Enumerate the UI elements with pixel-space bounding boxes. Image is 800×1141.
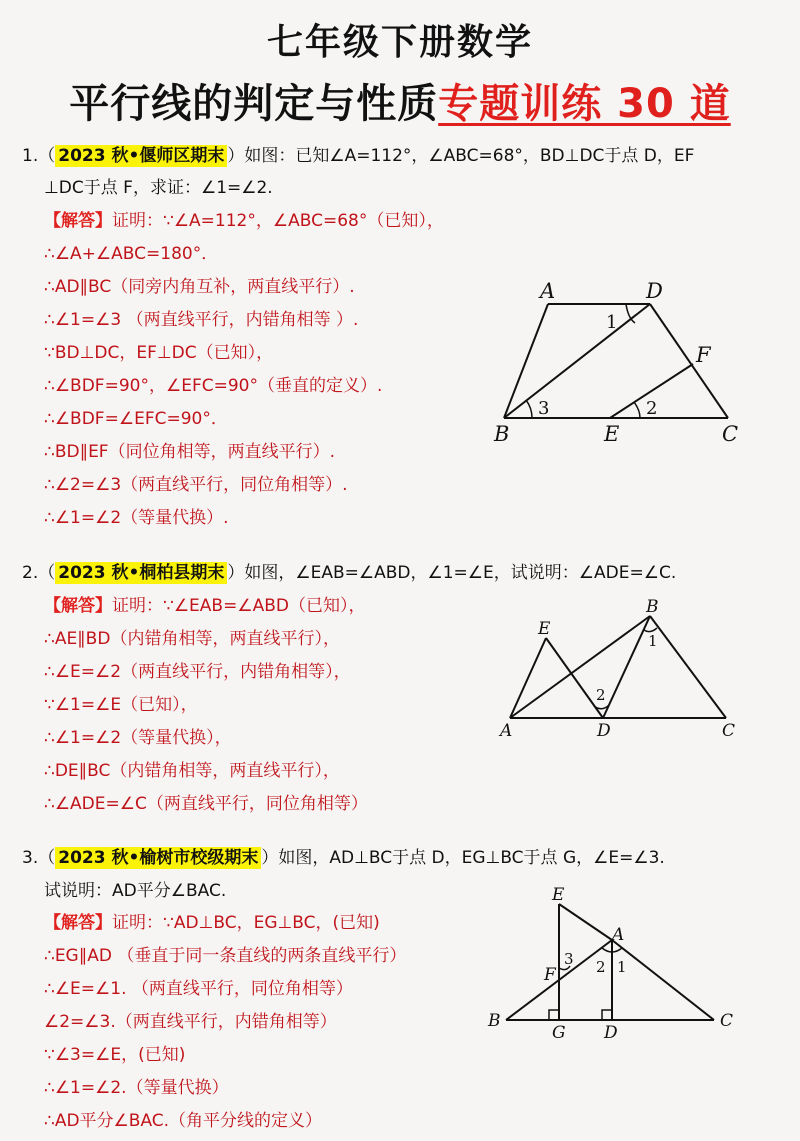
q3-label-E: E	[552, 885, 565, 905]
q3-seg-AC	[612, 940, 714, 1020]
q1-step-3: ∴AD∥BC（同旁内角互补，两直线平行）.	[44, 277, 355, 297]
q1-step-6: ∴∠BDF=90°，∠EFC=90°（垂直的定义）.	[44, 376, 383, 396]
q2-step-7: ∴∠ADE=∠C（两直线平行，同位角相等）	[44, 794, 368, 814]
q1-step-1: 【解答】证明：∵∠A=112°，∠ABC=68°（已知），	[44, 211, 444, 231]
q2-label-E: E	[538, 619, 551, 639]
q2-label-D: D	[597, 721, 611, 741]
q2-step-6: ∴DE∥BC（内错角相等，两直线平行），	[44, 761, 340, 781]
q3-angle-1: 1	[617, 958, 627, 976]
q1-stem-a: ）如图：已知∠A=112°，∠ABC=68°，BD⊥DC于点 D，EF	[227, 146, 695, 166]
q1-label-C: C	[722, 422, 739, 446]
q3-right-angle-D	[602, 1010, 612, 1020]
q1-step-8: ∴BD∥EF（同位角相等，两直线平行）.	[44, 442, 335, 462]
q1-arc-3	[526, 400, 532, 418]
q3-label-D: D	[604, 1023, 618, 1043]
q1-seg-DC	[650, 304, 728, 418]
q1-angle-3: 3	[538, 398, 550, 419]
q3-step-5: ∵∠3=∠E，(已知)	[44, 1045, 186, 1065]
q1-figure	[488, 278, 748, 450]
q1-stem-line2: ⊥DC于点 F，求证：∠1=∠2.	[44, 178, 273, 198]
q2-seg-AB	[510, 616, 650, 718]
q3-step-3: ∴∠E=∠1. （两直线平行，同位角相等）	[44, 979, 353, 999]
q1-answer-tag: 【解答】	[44, 211, 112, 231]
q2-label-B: B	[646, 597, 659, 617]
q1-number: 1.（	[22, 146, 56, 166]
q2-stem	[22, 561, 676, 585]
q3-step-6: ∴∠1=∠2.（等量代换）	[44, 1078, 229, 1098]
q3-label-F: F	[544, 965, 556, 985]
q2-angle-2: 2	[596, 686, 606, 704]
q2-seg-BD	[603, 616, 650, 718]
q2-source-badge: 2023 秋•桐柏县期末	[55, 562, 227, 584]
q3-right-angle-G	[549, 1010, 559, 1020]
q3-figure	[484, 884, 748, 1044]
q2-step-1: 【解答】证明：∵∠EAB=∠ABD（已知），	[44, 596, 366, 616]
q1-step-7: ∴∠BDF=∠EFC=90°．	[44, 409, 228, 429]
q2-figure	[490, 594, 750, 746]
q3-stem-a: ）如图，AD⊥BC于点 D，EG⊥BC于点 G，∠E=∠3.	[261, 848, 665, 868]
q2-label-C: C	[722, 721, 736, 741]
q2-number: 2.（	[22, 563, 56, 583]
page-subtitle	[0, 72, 800, 129]
q1-label-D: D	[646, 279, 663, 303]
q3-label-C: C	[720, 1011, 734, 1031]
q3-step-7: ∴AD平分∠BAC.（角平分线的定义）	[44, 1111, 323, 1131]
q3-stem-line1	[22, 846, 665, 870]
q1-step-9: ∴∠2=∠3（两直线平行，同位角相等）.	[44, 475, 348, 495]
q3-number: 3.（	[22, 848, 56, 868]
q1-label-E: E	[604, 422, 620, 446]
q1-step-10: ∴∠1=∠2（等量代换）.	[44, 508, 229, 528]
q3-label-G: G	[552, 1023, 566, 1043]
q1-step-4: ∴∠1=∠3 （两直线平行，内错角相等 ）.	[44, 310, 359, 330]
q3-step-2: ∴EG∥AD （垂直于同一条直线的两条直线平行）	[44, 946, 407, 966]
q1-label-A: A	[540, 279, 556, 303]
q3-step-1: 【解答】证明：∵AD⊥BC，EG⊥BC，(已知)	[44, 913, 380, 933]
q1-label-F: F	[696, 343, 711, 367]
q1-angle-1: 1	[606, 312, 618, 333]
q2-angle-1: 1	[648, 632, 658, 650]
q2-answer-tag: 【解答】	[44, 596, 112, 616]
q1-label-B: B	[494, 422, 510, 446]
q3-angle-3: 3	[564, 950, 574, 968]
q2-step-4: ∵∠1=∠E（已知），	[44, 695, 198, 715]
q1-angle-2: 2	[646, 398, 658, 419]
q2-seg-BC	[650, 616, 726, 718]
subtitle-highlight: 专题训练 30 道	[438, 81, 731, 127]
q2-step-3: ∴∠E=∠2（两直线平行，内错角相等），	[44, 662, 351, 682]
q3-step-4: ∠2=∠3.（两直线平行，内错角相等）	[44, 1012, 337, 1032]
q1-step-2: ∴∠A+∠ABC=180°．	[44, 244, 219, 264]
q3-source-badge: 2023 秋•榆树市校级期末	[55, 847, 261, 869]
q1-arc-2	[634, 402, 640, 418]
q1-step-5: ∵BD⊥DC，EF⊥DC（已知），	[44, 343, 274, 363]
q2-stem-text: ）如图，∠EAB=∠ABD，∠1=∠E，试说明：∠ADE=∠C.	[227, 563, 677, 583]
subtitle-plain: 平行线的判定与性质	[69, 81, 439, 127]
q1-source-badge: 2023 秋•偃师区期末	[55, 145, 227, 167]
q3-stem-line2: 试说明：AD平分∠BAC.	[44, 881, 227, 901]
q3-angle-2: 2	[596, 958, 606, 976]
q2-label-A: A	[500, 721, 513, 741]
q2-step-2: ∴AE∥BD（内错角相等，两直线平行），	[44, 629, 340, 649]
q3-label-A: A	[612, 925, 625, 945]
page-title: 七年级下册数学	[266, 22, 533, 63]
q3-seg-EA	[559, 904, 612, 940]
q2-step-5: ∴∠1=∠2（等量代换），	[44, 728, 232, 748]
q3-answer-tag: 【解答】	[44, 913, 112, 933]
q1-stem-line1	[22, 144, 694, 168]
q3-label-B: B	[488, 1011, 501, 1031]
